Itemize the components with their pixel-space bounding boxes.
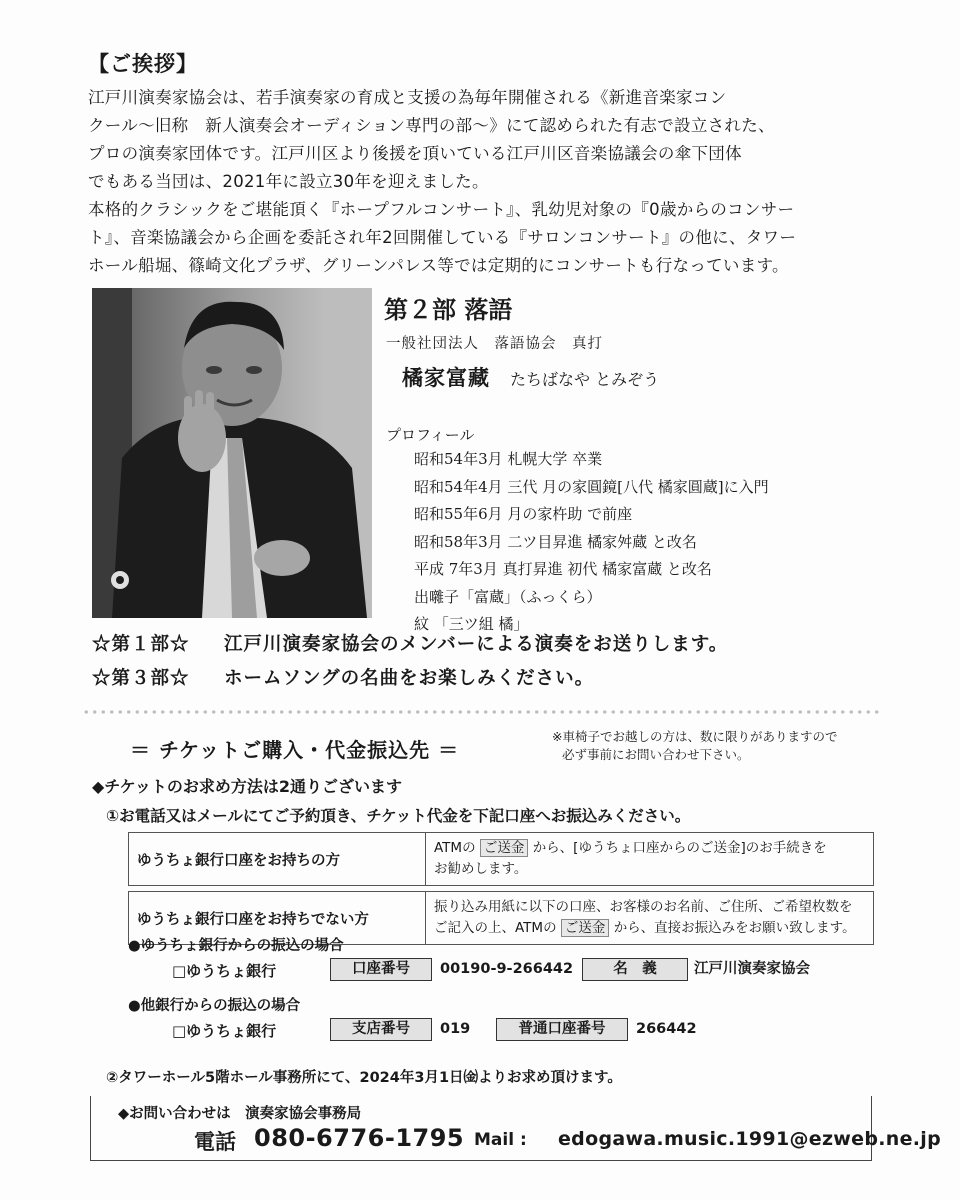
contact-heading: ◆お問い合わせは 演奏家協会事務局 <box>118 1106 362 1122</box>
email-address[interactable]: edogawa.music.1991@ezweb.ne.jp <box>558 1128 942 1150</box>
performer-name-reading: たちばなや とみぞう <box>510 370 660 389</box>
part2-organization: 一般社団法人 落語協会 真打 <box>386 336 603 352</box>
profile-item: 出囃子「富蔵」（ふっくら） <box>414 587 602 606</box>
row-key: ゆうちょ銀行口座をお持ちの方 <box>129 833 426 886</box>
performer-name: 橘家富藏 <box>402 365 490 390</box>
greeting-heading: 【ご挨拶】 <box>88 52 198 76</box>
note-line: ※車椅子でお越しの方は、数に限りがありますので <box>552 729 838 744</box>
profile-item: 昭和58年3月 二ツ目昇進 橘家舛蔵 と改名 <box>414 532 697 551</box>
part2-title: 第２部 落語 <box>384 295 513 324</box>
greeting-line: 江戸川演奏家協会は、若手演奏家の育成と支援の為毎年開催される《新進音楽家コン <box>88 88 727 107</box>
payment-options-table <box>128 832 874 945</box>
profile-item: 昭和55年6月 月の家杵助 で前座 <box>414 505 633 523</box>
send-money-chip: ご送金 <box>480 839 529 857</box>
yucho-transfer-heading: ●ゆうちょ銀行からの振込の場合 <box>128 938 344 954</box>
profile-item: 紋 「三ツ組 橘」 <box>414 615 529 633</box>
greeting-line: プロの演奏家団体です。江戸川区より後援を頂いている江戸川区音楽協議会の傘下団体 <box>88 144 742 163</box>
performer-photo <box>92 288 372 618</box>
part1-line <box>92 630 728 656</box>
account-number-value: 00190-9-266442 <box>440 961 574 977</box>
greeting-line: でもある当団は、2021年に設立30年を迎えました。 <box>88 172 489 191</box>
value-text: から、[ゆうちょ口座からのご送金]のお手続きを <box>532 840 827 856</box>
row-value <box>426 892 874 945</box>
value-text: 振り込み用紙に以下の口座、お客様のお名前、ご住所、ご希望枚数を <box>434 899 853 915</box>
send-money-chip: ご送金 <box>561 919 610 937</box>
table-row <box>129 833 874 886</box>
greeting-line: ホール船堀、篠崎文化プラザ、グリーンパレス等では定期的にコンサートも行なっています。 <box>88 256 789 275</box>
profile-heading: プロフィール <box>386 426 475 444</box>
profile-item: 昭和54年3月 札幌大学 卒業 <box>414 450 603 468</box>
account-number-label: 口座番号 <box>330 958 432 981</box>
ordinary-account-value: 266442 <box>636 1021 697 1037</box>
branch-number-label: 支店番号 <box>330 1018 432 1041</box>
dotted-divider <box>82 710 882 714</box>
other-bank-transfer-heading: ●他銀行からの振込の場合 <box>128 998 301 1014</box>
mail-label: Mail : <box>474 1130 527 1150</box>
yucho-bank-name: □ゆうちょ銀行 <box>172 962 277 980</box>
part3-label: ☆第３部☆ <box>92 668 190 689</box>
greeting-line: 本格的クラシックをご堪能頂く『ホープフルコンサート』、乳幼児対象の『0歳からのコンサー <box>88 200 795 219</box>
value-text: お勧めします。 <box>434 861 528 877</box>
row-key: ゆうちょ銀行口座をお持ちでない方 <box>129 892 426 945</box>
greeting-line: ト』、音楽協議会から企画を委託され年2回開催している『サロンコンサート』の他に、タワー <box>88 228 797 247</box>
wheelchair-note <box>552 728 837 764</box>
greeting-line: クール〜旧称 新人演奏会オーディション専門の部〜》にて認められた有志で設立された、 <box>88 116 775 135</box>
profile-item: 昭和54年4月 三代 月の家圓鏡[八代 橘家圓蔵]に入門 <box>414 477 769 496</box>
branch-number-value: 019 <box>440 1021 471 1037</box>
purchase-methods-heading: ◆チケットのお求め方法は2通りございます <box>92 777 402 796</box>
other-bank-name: □ゆうちょ銀行 <box>172 1022 277 1040</box>
part3-line <box>92 664 594 690</box>
note-line: 必ず事前にお問い合わせ下さい。 <box>562 747 750 762</box>
part1-text: 江戸川演奏家協会のメンバーによる演奏をお送りします。 <box>224 634 729 655</box>
profile-item: 平成 7年3月 真打昇進 初代 橘家富蔵 と改名 <box>414 560 712 578</box>
phone-number[interactable]: 080-6776-1795 <box>254 1124 465 1152</box>
ticket-section-title: ＝ チケットご購入・代金振込先 ＝ <box>130 738 460 762</box>
ordinary-account-label: 普通口座番号 <box>496 1018 628 1041</box>
performer-portrait-illustration <box>92 288 372 618</box>
value-text: から、直接お振込みをお願い致します。 <box>613 920 856 936</box>
row-value <box>426 833 874 886</box>
value-text: ATMの <box>434 840 476 856</box>
purchase-method-2: ②タワーホール5階ホール事務所にて、2024年3月1日㈮よりお求め頂けます。 <box>106 1070 622 1086</box>
part3-text: ホームソングの名曲をお楽しみください。 <box>224 668 595 689</box>
account-holder-label: 名 義 <box>582 958 688 981</box>
value-text: ご記入の上、ATMの <box>434 920 557 936</box>
phone-label: 電話 <box>194 1130 236 1154</box>
greeting-body <box>88 84 878 280</box>
account-holder-value: 江戸川演奏家協会 <box>694 961 810 977</box>
part1-label: ☆第１部☆ <box>92 634 190 655</box>
purchase-method-1: ①お電話又はメールにてご予約頂き、チケット代金を下記口座へお振込みください。 <box>106 807 691 825</box>
profile-list <box>414 446 769 639</box>
